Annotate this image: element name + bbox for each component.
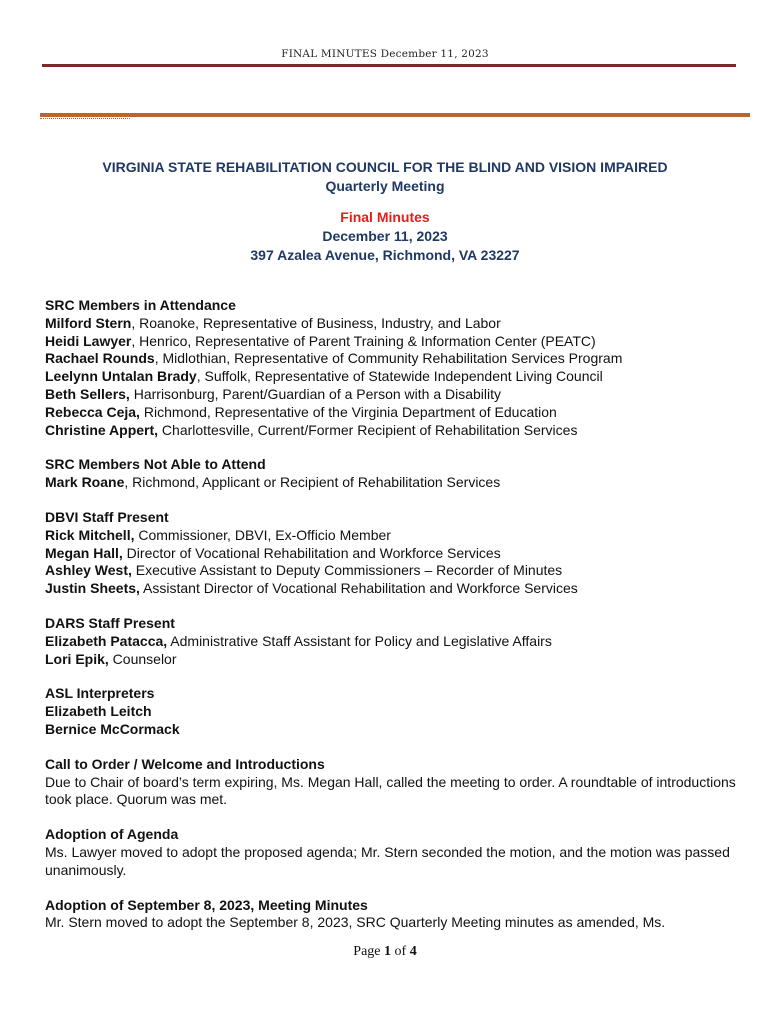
member-detail: , Suffolk, Representative of Statewide Independent Living Council xyxy=(196,368,603,385)
dbvi-heading: DBVI Staff Present xyxy=(45,508,169,525)
staff-detail: Administrative Staff Assistant for Policy and Legislative Affairs xyxy=(167,632,552,649)
document-body xyxy=(45,297,745,949)
absent-section xyxy=(45,456,745,492)
staff-name: Justin Sheets, xyxy=(45,580,140,597)
dars-heading: DARS Staff Present xyxy=(45,614,175,631)
staff-row xyxy=(45,580,745,598)
member-detail: Richmond, Representative of the Virginia Department of Education xyxy=(139,403,557,420)
minutes-heading: Adoption of September 8, 2023, Meeting Minutes xyxy=(45,896,368,913)
dbvi-section xyxy=(45,509,745,598)
attendance-heading: SRC Members in Attendance xyxy=(45,297,236,313)
member-name: Rachael Rounds xyxy=(45,350,155,367)
interpreter-name: Elizabeth Leitch xyxy=(45,703,152,720)
call-to-order-heading: Call to Order / Welcome and Introductions xyxy=(45,755,325,772)
meeting-type: Quarterly Meeting xyxy=(325,178,445,194)
member-detail: , Roanoke, Representative of Business, Industry, and Labor xyxy=(131,314,501,331)
agenda-text: Ms. Lawyer moved to adopt the proposed agenda; Mr. Stern seconded the motion, and the motion was passed unanimously. xyxy=(45,843,730,878)
staff-name: Megan Hall, xyxy=(45,544,123,561)
header-rule xyxy=(42,64,736,67)
absent-heading: SRC Members Not Able to Attend xyxy=(45,456,266,473)
staff-row xyxy=(45,527,745,545)
agenda-heading: Adoption of Agenda xyxy=(45,826,179,843)
call-to-order-section xyxy=(45,756,745,809)
dars-section xyxy=(45,615,745,668)
member-row xyxy=(45,368,745,386)
member-row xyxy=(45,350,745,368)
asl-heading: ASL Interpreters xyxy=(45,685,155,702)
member-name: Leelynn Untalan Brady xyxy=(45,368,197,385)
staff-detail: Commissioner, DBVI, Ex-Officio Member xyxy=(134,526,391,543)
page-number: Page 1 of 4 xyxy=(353,944,417,959)
member-detail: Harrisonburg, Parent/Guardian of a Person with a Disability xyxy=(129,385,502,402)
attendance-section xyxy=(45,297,745,439)
minutes-text: Mr. Stern moved to adopt the September 8, 2023, SRC Quarterly Meeting minutes as amended, Ms. xyxy=(45,914,666,931)
call-to-order-text: Due to Chair of board’s term expiring, Ms. Megan Hall, called the meeting to order. A roundtable of introductions took place. Quorum was met. xyxy=(45,773,736,808)
member-name: Milford Stern xyxy=(45,314,132,331)
member-name: Mark Roane xyxy=(45,474,125,491)
staff-name: Ashley West, xyxy=(45,562,132,579)
member-detail: , Henrico, Representative of Parent Training & Information Center (PEATC) xyxy=(131,332,596,349)
agenda-section xyxy=(45,826,745,879)
staff-row xyxy=(45,562,745,580)
running-header: FINAL MINUTES December 11, 2023 xyxy=(281,48,489,60)
interpreter-name: Bernice McCormack xyxy=(45,720,180,737)
meeting-address: 397 Azalea Avenue, Richmond, VA 23227 xyxy=(250,247,520,263)
member-name: Beth Sellers, xyxy=(45,385,130,402)
member-row xyxy=(45,315,745,333)
staff-detail: Executive Assistant to Deputy Commissioners – Recorder of Minutes xyxy=(131,562,563,579)
member-row xyxy=(45,386,745,404)
decorative-rule xyxy=(40,113,750,117)
member-name: Rebecca Ceja, xyxy=(45,403,140,420)
staff-name: Lori Epik, xyxy=(45,650,109,667)
council-name: VIRGINIA STATE REHABILITATION COUNCIL FOR THE BLIND AND VISION IMPAIRED xyxy=(102,159,668,175)
staff-detail: Counselor xyxy=(108,650,177,667)
member-name: Heidi Lawyer xyxy=(45,332,132,349)
member-row xyxy=(45,474,745,492)
member-row xyxy=(45,422,745,440)
staff-name: Elizabeth Patacca, xyxy=(45,632,168,649)
staff-detail: Director of Vocational Rehabilitation and Workforce Services xyxy=(122,544,501,561)
member-detail: , Richmond, Applicant or Recipient of Rehabilitation Services xyxy=(124,474,501,491)
staff-row xyxy=(45,545,745,563)
staff-row xyxy=(45,651,745,669)
member-name: Christine Appert, xyxy=(45,421,159,438)
staff-name: Rick Mitchell, xyxy=(45,526,135,543)
minutes-status: Final Minutes xyxy=(340,209,430,225)
staff-row xyxy=(45,633,745,651)
title-block xyxy=(0,158,770,265)
member-row xyxy=(45,404,745,422)
meeting-date: December 11, 2023 xyxy=(322,228,448,244)
member-detail: , Midlothian, Representative of Community Rehabilitation Services Program xyxy=(154,350,623,367)
asl-section xyxy=(45,685,745,738)
staff-detail: Assistant Director of Vocational Rehabilitation and Workforce Services xyxy=(139,580,578,597)
minutes-section xyxy=(45,897,745,933)
member-row xyxy=(45,333,745,351)
decorative-rule-dots xyxy=(40,118,130,120)
member-detail: Charlottesville, Current/Former Recipient of Rehabilitation Services xyxy=(158,421,578,438)
